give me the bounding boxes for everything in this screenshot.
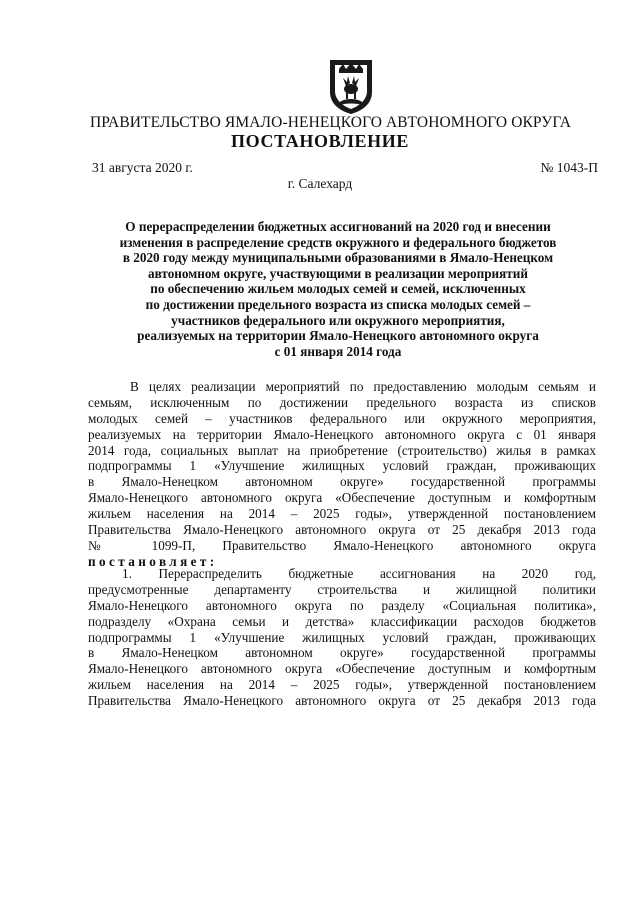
text-line: жильем населения на 2014 – 2025 годы», утвержденной постановлением — [88, 677, 596, 693]
resolves-word: постановляет: — [88, 553, 218, 569]
preamble-paragraph — [88, 379, 596, 570]
text-line: Ямало-Ненецкого автономного округа по разделу «Социальная политика», — [88, 597, 596, 613]
text-line: Правительства Ямало-Ненецкого автономного округа от 25 декабря 2013 года — [88, 522, 596, 538]
coat-of-arms-icon — [327, 58, 375, 116]
title-line: О перераспределении бюджетных ассигнований на 2020 год и внесении — [125, 219, 551, 234]
text-line: Ямало-Ненецкого автономного округа «Обеспечение доступным и комфортным — [88, 661, 596, 677]
text-line: № 1099-П, Правительство Ямало-Ненецкого автономного округа — [88, 537, 596, 553]
organization-name: ПРАВИТЕЛЬСТВО ЯМАЛО-НЕНЕЦКОГО АВТОНОМНОГО ОКРУГА — [90, 114, 572, 131]
document-number: № 1043-П — [540, 160, 598, 175]
clause-1-paragraph — [88, 566, 596, 709]
text-line: Правительства Ямало-Ненецкого автономного округа от 25 декабря 2013 года — [88, 693, 596, 709]
text-line: 1. Перераспределить бюджетные ассигнования на 2020 год, — [122, 566, 596, 581]
text-line: подразделу «Охрана семьи и детства» классификации расходов бюджетов — [88, 613, 596, 629]
document-city: г. Салехард — [287, 176, 353, 191]
text-line: в Ямало-Ненецком автономном округе» государственной программы — [88, 474, 596, 490]
text-line: предусмотренные департаменту строительства и жилищной политики — [88, 581, 596, 597]
text-line: молодых семей – участников федерального или окружного мероприятия, — [88, 410, 596, 426]
text-line: Ямало-Ненецкого автономного округа «Обеспечение доступным и комфортным — [88, 490, 596, 506]
text-line: реализуемых на территории Ямало-Ненецкого автономного округа с 01 января — [88, 426, 596, 442]
title-line: в 2020 году между муниципальными образованиями в Ямало-Ненецком — [122, 250, 554, 266]
text-line: подпрограммы 1 «Улучшение жилищных условий граждан, проживающих — [88, 458, 596, 474]
text-line: 2014 года, социальных выплат на приобретение (строительство) жилья в рамках — [88, 442, 596, 458]
title-line: автономном округе, участвующими в реализации мероприятий — [148, 265, 528, 281]
text-line: в Ямало-Ненецком автономном округе» государственной программы — [88, 645, 596, 661]
title-line: по обеспечению жильем молодых семей и семей, исключенных — [150, 281, 526, 297]
title-line: участников федерального или окружного мероприятия, — [171, 312, 505, 328]
document-date: 31 августа 2020 г. — [92, 160, 193, 175]
title-line: с 01 января 2014 года — [274, 343, 402, 359]
title-line: изменения в распределение средств окружного и федерального бюджетов — [119, 234, 557, 250]
title-line: по достижении предельного возраста из списка молодых семей – — [145, 296, 531, 312]
text-line: В целях реализации мероприятий по предоставлению молодым семьям и — [130, 379, 596, 394]
text-line: подпрограммы 1 «Улучшение жилищных условий граждан, проживающих — [88, 629, 596, 645]
text-line: семьям, исключенным по достижении предельного возраста из списков — [88, 394, 596, 410]
document-title — [88, 219, 588, 359]
title-line: реализуемых на территории Ямало-Ненецкого автономного округа — [137, 328, 539, 344]
text-line: жильем населения на 2014 – 2025 годы», утвержденной постановлением — [88, 506, 596, 522]
document-type: ПОСТАНОВЛЕНИЕ — [231, 131, 409, 151]
